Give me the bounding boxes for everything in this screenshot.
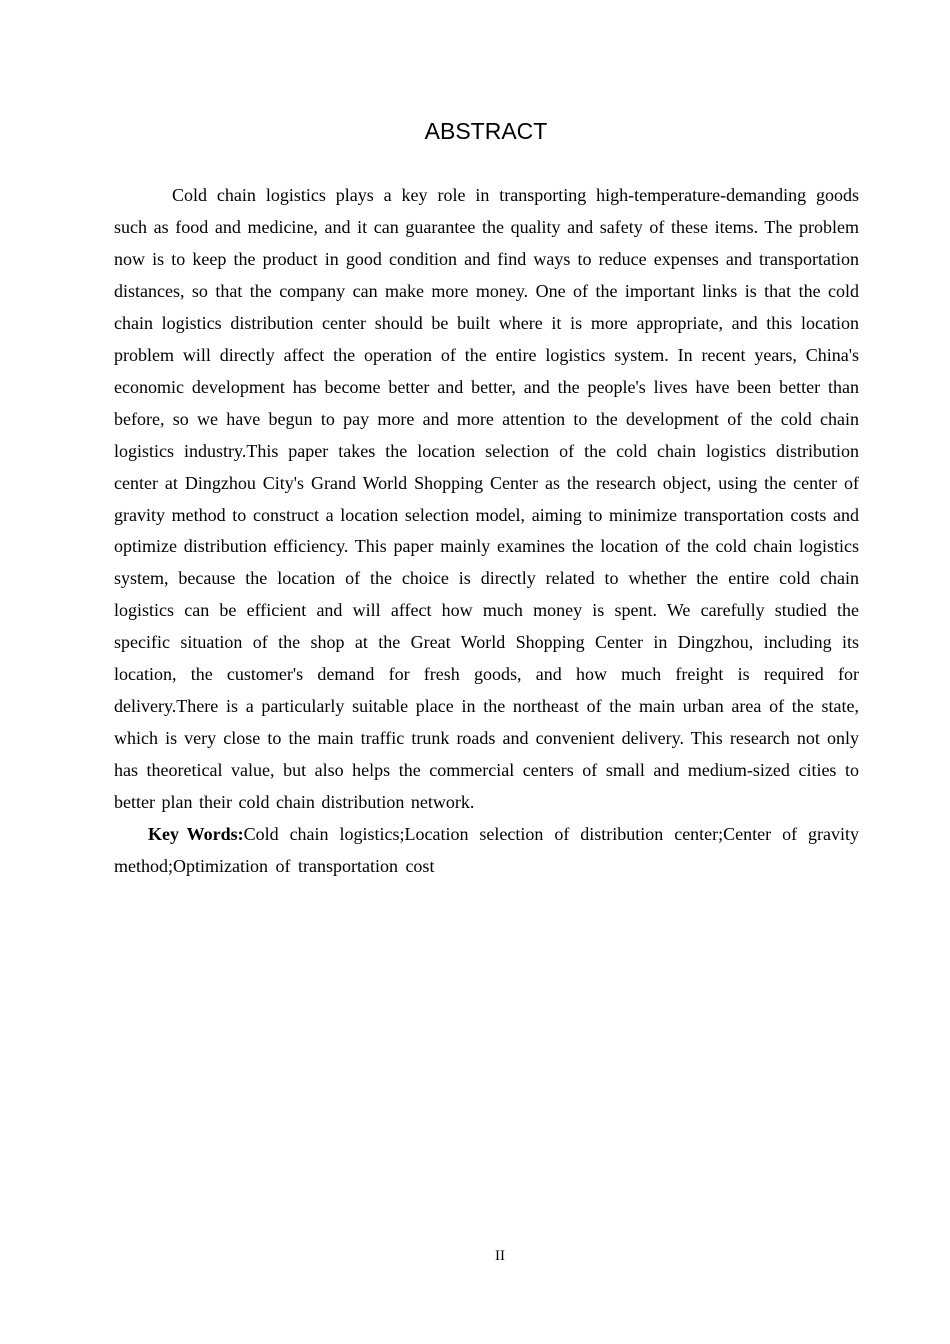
keywords-label: Key Words: bbox=[148, 824, 244, 845]
keywords-text: Cold chain logistics;Location selection of distribution center;Center of gravity method;Optimization of transportation cost bbox=[114, 824, 860, 877]
page-number: II bbox=[495, 1248, 505, 1264]
abstract-paragraph: Cold chain logistics plays a key role in transporting high-temperature-demanding goods such as food and medicine, and it can guarantee the quality and safety of these items. The problem now is to keep the product in good condition and find ways to reduce expenses and transportation distances, so that the company can make more money. One of the important links is that the cold chain logistics distribution center should be built where it is more appropriate, and this location problem will directly affect the operation of the entire logistics system. In recent years, China's economic development has become better and better, and the people's lives have been better than before, so we have begun to pay more and more attention to the development of the cold chain logistics industry.This paper takes the location selection of the cold chain logistics distribution center at Dingzhou City's Grand World Shopping Center as the research object, using the center of gravity method to construct a location selection model, aiming to minimize transportation costs and optimize distribution efficiency. This paper mainly examines the location of the cold chain logistics system, because the location of the choice is directly related to whether the entire cold chain logistics can be efficient and will affect how much money is spent. We carefully studied the specific situation of the shop at the Great World Shopping Center in Dingzhou, including its location, the customer's demand for fresh goods, and how much freight is required for delivery.There is a particularly suitable place in the northeast of the main urban area of the state, which is very close to the main traffic trunk roads and convenient delivery. This research not only has theoretical value, but also helps the commercial centers of small and medium-sized cities to better plan their cold chain distribution network. bbox=[114, 185, 859, 813]
abstract-body bbox=[114, 180, 859, 883]
abstract-title: ABSTRACT bbox=[424, 118, 548, 144]
keywords-paragraph bbox=[114, 819, 859, 883]
